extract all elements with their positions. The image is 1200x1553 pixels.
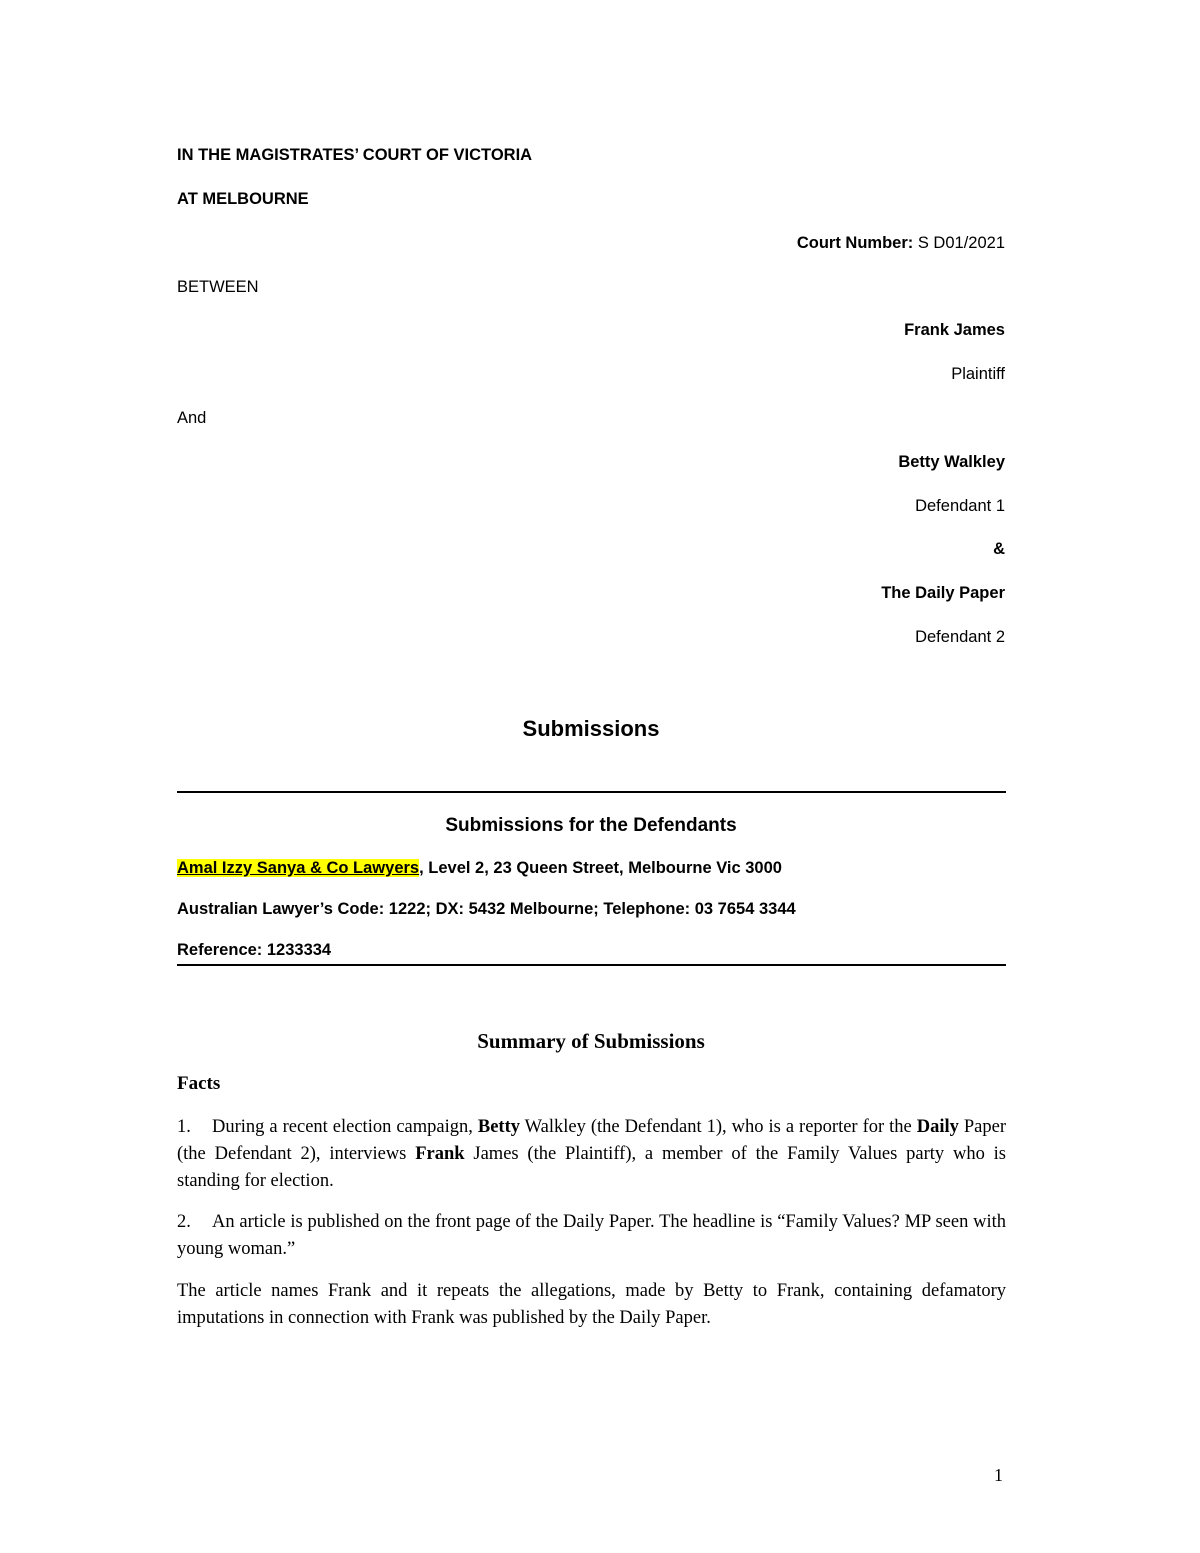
court-location: AT MELBOURNE [177, 190, 309, 208]
reference-line: Reference: 1233334 [177, 941, 332, 959]
plaintiff-role: Plaintiff [951, 365, 1005, 383]
summary-heading: Summary of Submissions [477, 1029, 705, 1053]
paragraph-3: The article names Frank and it repeats the allegations, made by Betty to Frank, containing defamatory imputations in connection with Frank was published by the Daily Paper. [177, 1281, 1006, 1328]
filing-heading: Submissions for the Defendants [445, 815, 737, 836]
firm-name: Amal Izzy Sanya & Co Lawyers [177, 859, 420, 877]
paragraph-1-number: 1. [177, 1117, 191, 1137]
defendant1-name: Betty Walkley [898, 453, 1005, 471]
firm-line [177, 859, 782, 878]
defendant2-role: Defendant 2 [915, 628, 1005, 646]
paragraph-2: 2. An article is published on the front page of the Daily Paper. The headline is “Family Values? MP seen with young woman.” [177, 1209, 1006, 1263]
court-number-value: S D01/2021 [917, 234, 1005, 252]
paragraph-1: 1. During a recent election campaign, Betty Walkley (the Defendant 1), who is a reporter for the Daily Paper (the Defendant 2), interviews Frank James (the Plaintiff), a member of the Family Values party who is standing for election. [177, 1114, 1006, 1195]
court-number [797, 234, 1005, 253]
court-name: IN THE MAGISTRATES’ COURT OF VICTORIA [177, 146, 533, 164]
document-title: Submissions [522, 716, 660, 741]
between-label: BETWEEN [177, 278, 259, 296]
top-rule [177, 791, 1006, 793]
and-label: And [177, 409, 207, 427]
defendant1-role: Defendant 1 [915, 497, 1005, 515]
firm-address: , Level 2, 23 Queen Street, Melbourne Vic 3000 [419, 859, 782, 877]
facts-heading: Facts [177, 1073, 221, 1094]
bottom-rule [177, 964, 1006, 966]
ampersand: & [993, 540, 1005, 558]
defendant2-name: The Daily Paper [881, 584, 1005, 602]
paragraph-2-number: 2. [177, 1212, 191, 1232]
plaintiff-name: Frank James [904, 321, 1005, 339]
contact-line: Australian Lawyer’s Code: 1222; DX: 5432 Melbourne; Telephone: 03 7654 3344 [177, 900, 796, 918]
court-number-label: Court Number: [796, 234, 914, 252]
page-number: 1 [994, 1465, 1003, 1485]
